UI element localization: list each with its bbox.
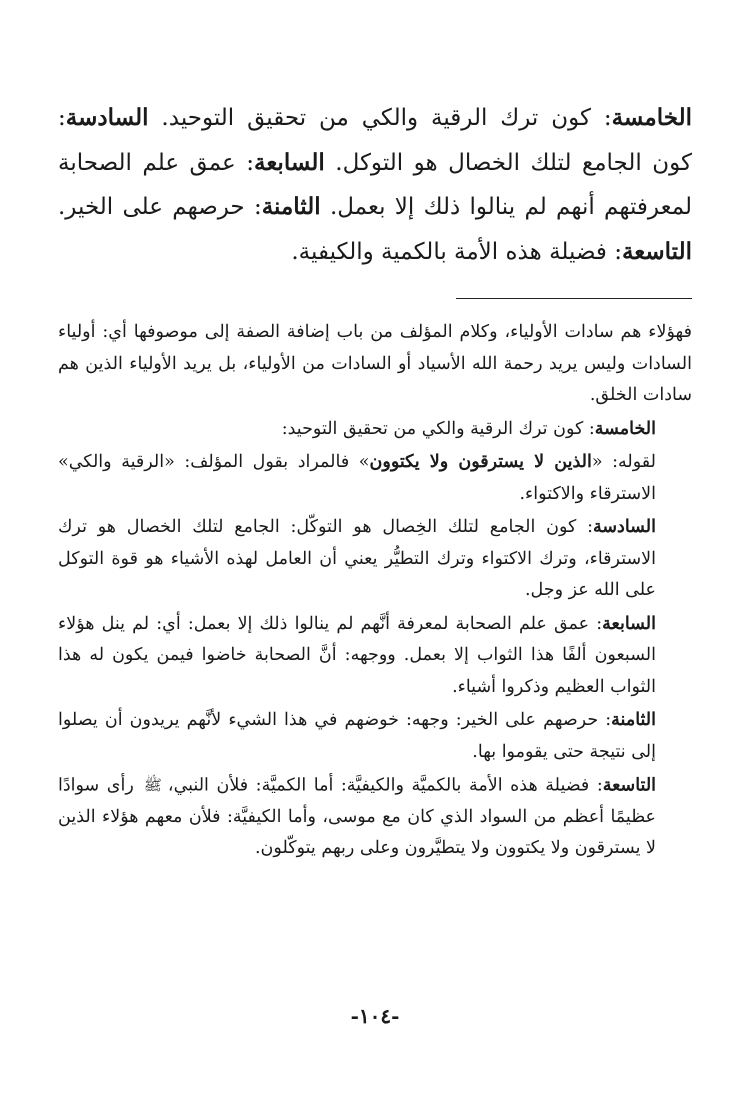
main-text-fifth: : كون ترك الرقية والكي من تحقيق التوحيد. xyxy=(148,105,612,131)
main-text-sixth: : كون الجامع لتلك الخصال هو التوكل. xyxy=(58,105,692,176)
keyword-sixth: السادسة xyxy=(65,104,149,131)
main-text-ninth: : فضيلة هذه الأمة بالكمية والكيفية. xyxy=(291,238,622,265)
main-text xyxy=(58,96,692,274)
keyword-ninth: التاسعة xyxy=(621,237,692,265)
footnotes xyxy=(58,317,692,865)
main-paragraph xyxy=(58,96,692,274)
footnote-keyword-eighth: الثامنة xyxy=(611,710,656,730)
book-page xyxy=(58,96,692,1106)
footnote-text-sixth: : كون الجامع لتلك الخِصال هو التوكّل: الجامع لتلك الخصال هو ترك الاسترقاء، وترك الاكتواء وترك التطيُّر يعني أن العامل لهذه الأشياء هو قوة التوكل على الله عز وجل. xyxy=(58,517,656,600)
footnote-divider xyxy=(456,298,692,299)
footnote-intro: فهؤلاء هم سادات الأولياء، وكلام المؤلف من باب إضافة الصفة إلى موصوفها أي: أولياء السادات وليس يريد رحمة الله الأسياد أو السادات من الأولياء، بل يريد الأولياء الذين هم سادات الخلق. xyxy=(58,322,692,405)
footnote-fifth xyxy=(58,414,692,446)
footnote-quote-hadith: الذين لا يسترقون ولا يكتوون xyxy=(369,452,592,472)
footnote-sixth xyxy=(58,512,692,607)
footnote-quote-prefix: لقوله: « xyxy=(591,452,656,472)
footnote-text-eighth: : حرصهم على الخير: وجهه: خوضهم في هذا الشيء لأنَّهم يريدون أن يصلوا إلى نتيجة حتى يقوموا بها. xyxy=(58,710,656,762)
footnote-quote-suffix: » فالمراد بقول المؤلف: «الرقية والكي» الاسترقاء والاكتواء. xyxy=(58,452,656,504)
main-text-seventh: : عمق علم الصحابة لمعرفتهم أنهم لم ينالوا ذلك إلا بعمل. xyxy=(58,149,692,220)
page-number: -١٠٤- xyxy=(350,1004,400,1028)
keyword-fifth: الخامسة xyxy=(611,104,692,131)
main-text-eighth: : حرصهم على الخير. xyxy=(58,194,262,220)
footnote-eighth xyxy=(58,705,692,768)
footnote-quote xyxy=(58,447,692,510)
footnote-text-fifth: : كون ترك الرقية والكي من تحقيق التوحيد: xyxy=(281,418,595,439)
honorific-glyph: ﷺ xyxy=(143,776,162,794)
keyword-seventh: السابعة xyxy=(254,148,325,176)
footnote-text-ninth-b: رأى سوادًا عظيمًا أعظم من السواد الذي كان مع موسى، وأما الكيفيَّة: فلأن معهم هؤلاء الذين لا يسترقون ولا يكتوون ولا يتطيَّرون وعلى ربهم يتوكّلون. xyxy=(58,775,656,859)
footnote-seventh xyxy=(58,609,692,704)
footnote-text-seventh: : عمق علم الصحابة لمعرفة أنَّهم لم ينالوا ذلك إلا بعمل: أي: لم ينل هؤلاء السبعون ألفًا هذا الثواب إلا بعمل. ووجهه: أنَّ الصحابة خاضوا فيمن يكون له هذا الثواب العظيم وذكروا أشياء. xyxy=(58,613,656,697)
footnote-keyword-sixth: السادسة xyxy=(593,517,656,537)
footnote-keyword-ninth: التاسعة xyxy=(602,775,657,796)
footnote-keyword-seventh: السابعة xyxy=(602,613,656,634)
footnote-ninth xyxy=(58,770,692,865)
footnote-text-ninth-a: : فضيلة هذه الأمة بالكميَّة والكيفيَّة: أما الكميَّة: فلأن النبي، xyxy=(167,775,603,796)
footnote-keyword-fifth: الخامسة xyxy=(594,418,656,439)
keyword-eighth: الثامنة xyxy=(261,193,321,220)
